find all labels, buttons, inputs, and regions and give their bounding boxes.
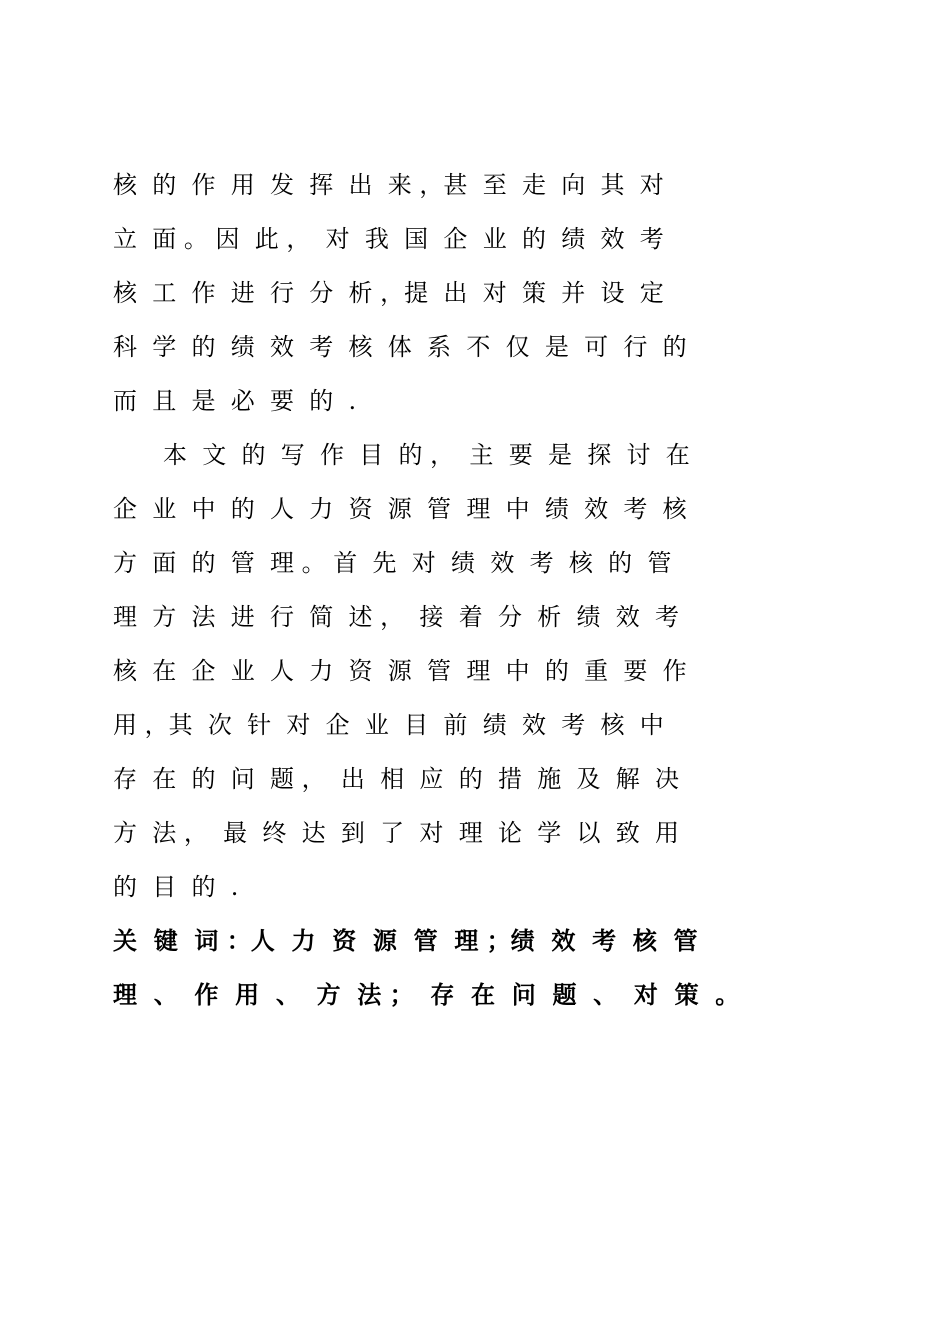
- body-line-7: 企 业 中 的 人 力 资 源 管 理 中 绩 效 考 核: [113, 495, 687, 523]
- body-line-5: 而 且 是 必 要 的 .: [113, 387, 357, 415]
- body-line-4: 科 学 的 绩 效 考 核 体 系 不 仅 是 可 行 的: [113, 333, 687, 361]
- body-line-11: 用 ，其 次 针 对 企 业 目 前 绩 效 考 核 中: [113, 711, 664, 739]
- body-line-14: 的 目 的 .: [113, 873, 239, 901]
- keywords-line-1: 关 键 词 ：人 力 资 源 管 理 ；绩 效 考 核 管: [113, 927, 698, 955]
- keywords-line-2: 理 、 作 用 、 方 法 ； 存 在 问 题 、 对 策 。: [113, 981, 740, 1009]
- body-line-6: 本 文 的 写 作 目 的 ， 主 要 是 探 讨 在: [163, 441, 690, 469]
- body-line-10: 核 在 企 业 人 力 资 源 管 理 中 的 重 要 作: [113, 657, 687, 685]
- body-line-3: 核 工 作 进 行 分 析 ，提 出 对 策 并 设 定: [113, 279, 664, 307]
- body-line-1: 核 的 作 用 发 挥 出 来 ，甚 至 走 向 其 对: [113, 171, 664, 199]
- body-line-13: 方 法 ， 最 终 达 到 了 对 理 论 学 以 致 用: [113, 819, 679, 847]
- body-line-9: 理 方 法 进 行 简 述 ， 接 着 分 析 绩 效 考: [113, 603, 679, 631]
- body-line-8: 方 面 的 管 理 。 首 先 对 绩 效 考 核 的 管: [113, 549, 672, 577]
- body-line-12: 存 在 的 问 题 ， 出 相 应 的 措 施 及 解 决: [113, 765, 679, 793]
- body-line-2: 立 面 。 因 此 ， 对 我 国 企 业 的 绩 效 考: [113, 225, 664, 253]
